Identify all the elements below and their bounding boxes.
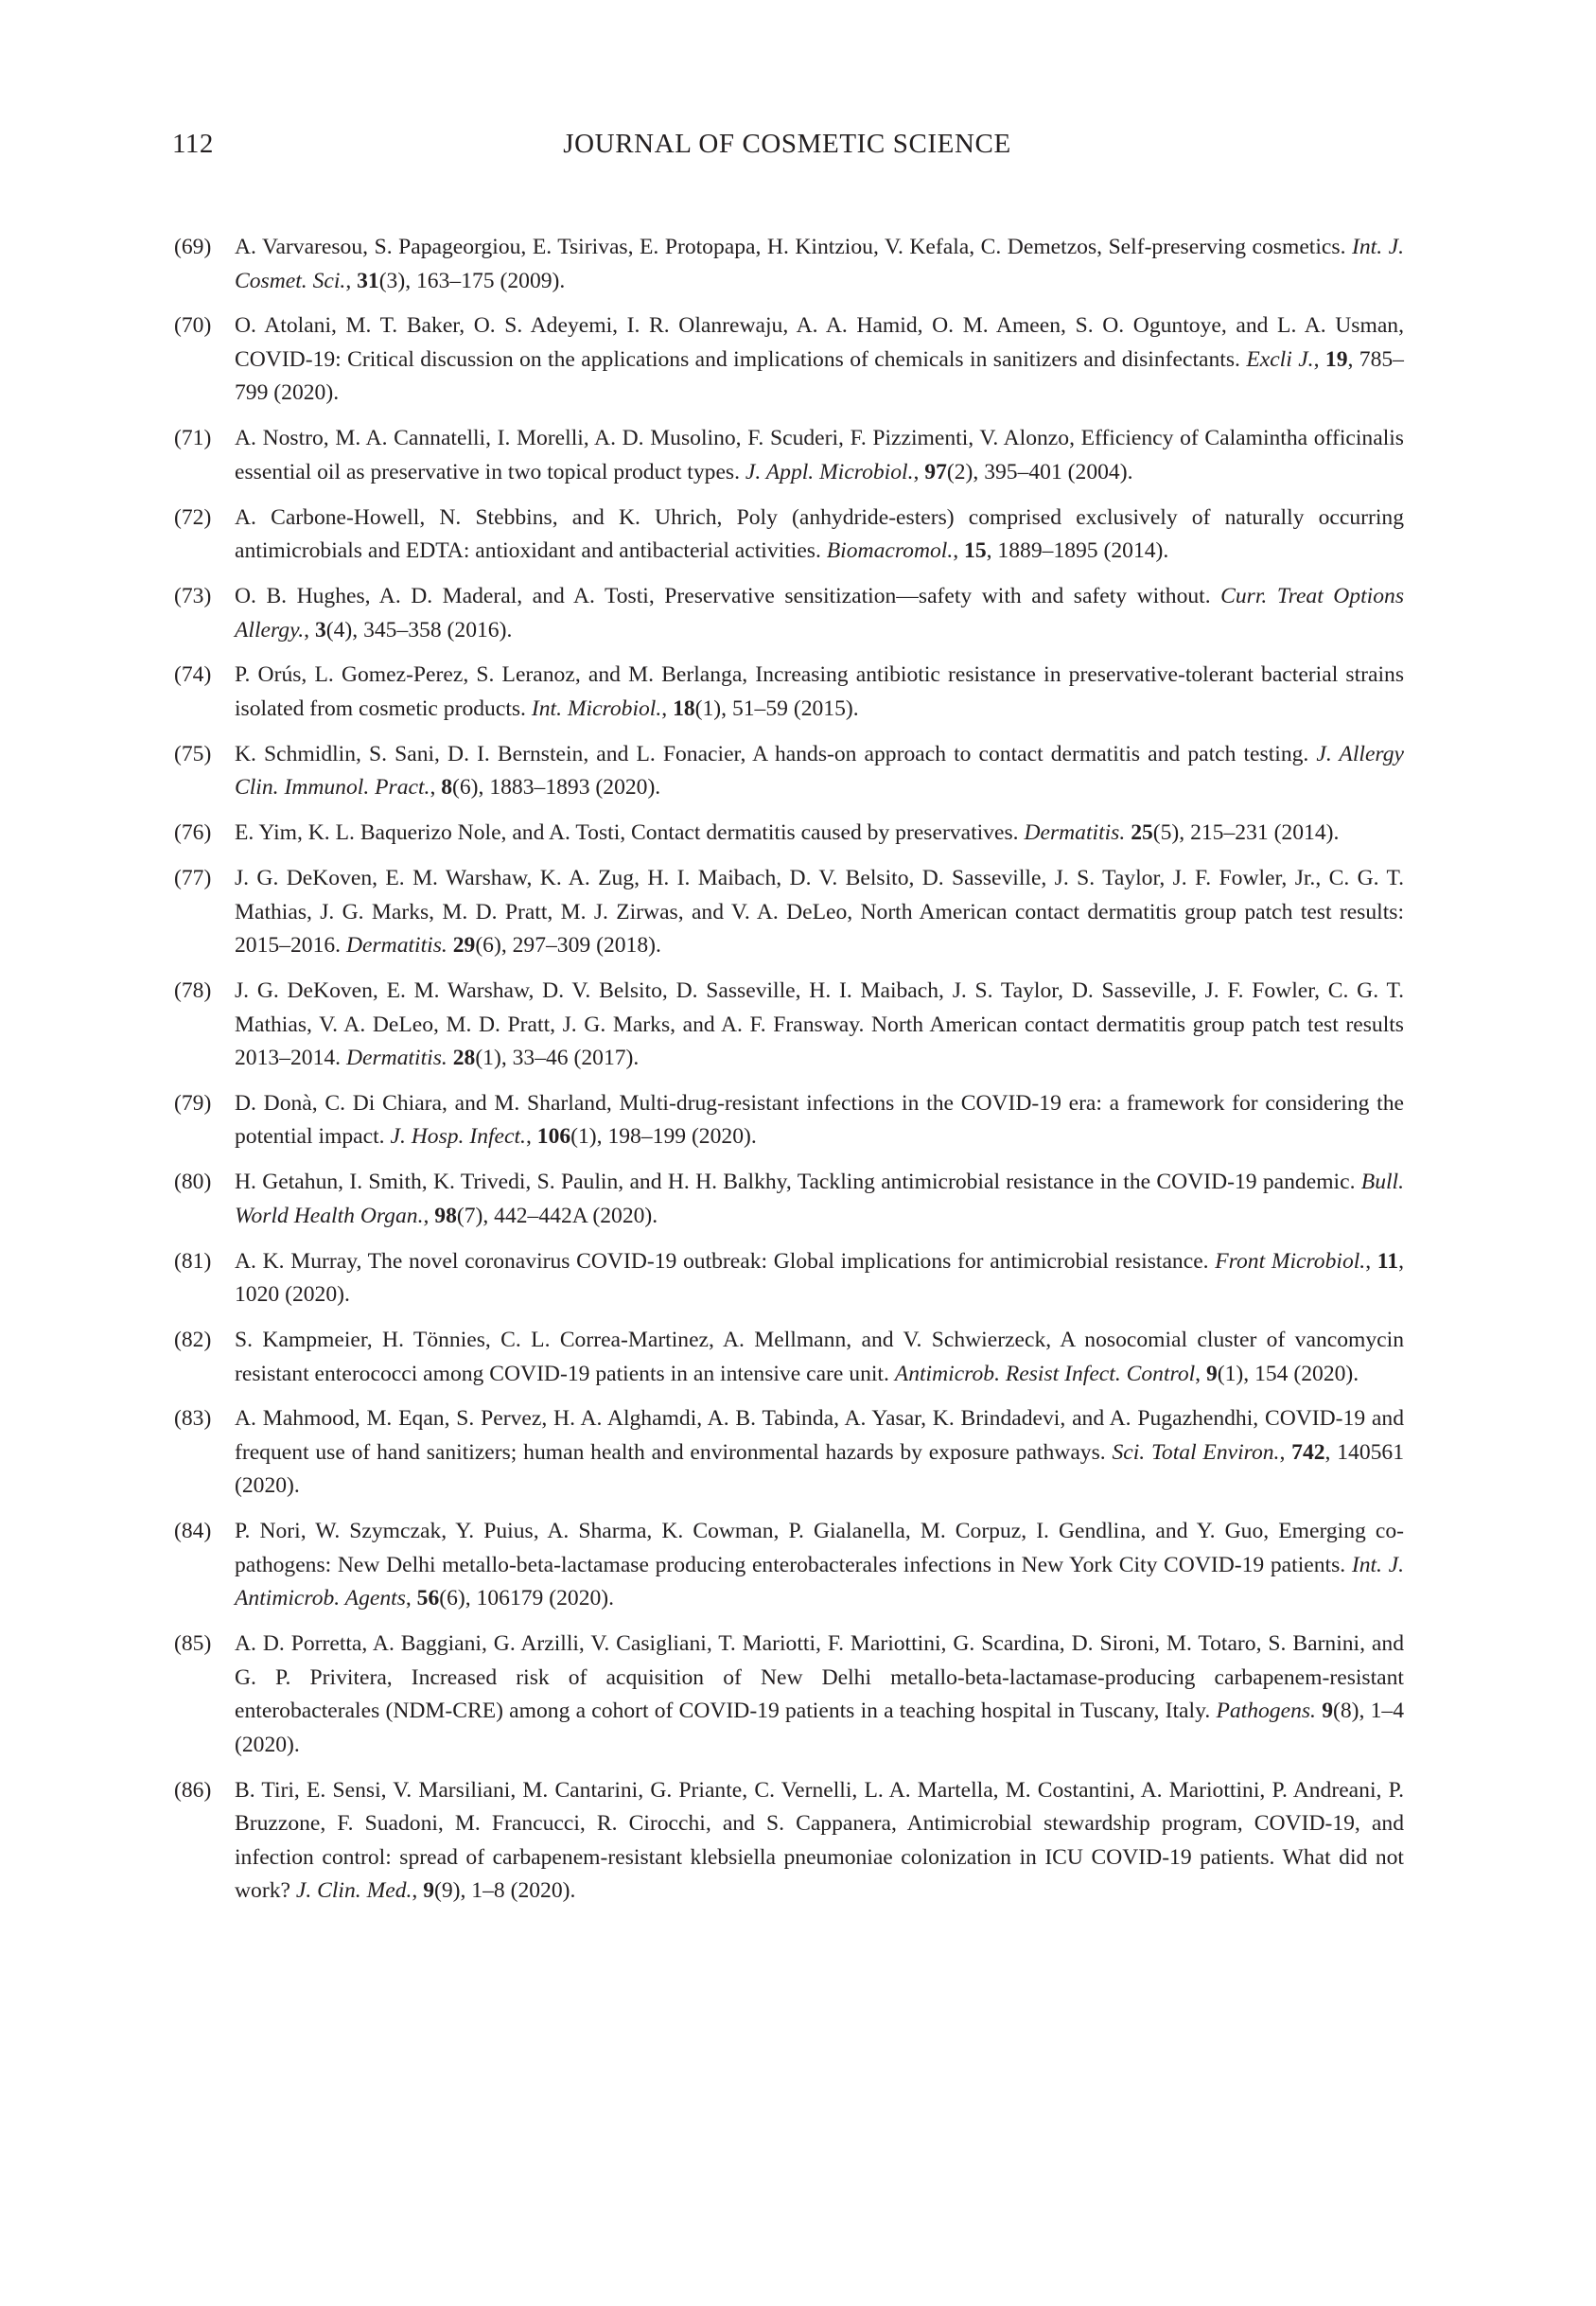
reference-number: (77): [174, 866, 212, 891]
reference-volume: 9: [423, 1878, 434, 1904]
reference-number: (82): [174, 1328, 212, 1353]
reference-text: J. G. DeKoven, E. M. Warshaw, K. A. Zug, H. I. Maibach, D. V. Belsito, D. Sasseville, J. S. Taylor, J. F. Fowler, Jr., C. G. T. Mathias, J. G. Marks, M. D. Pratt, M. J. Zirwas, and V. A. DeLeo, North American contact dermatitis group patch test results: 2015–2016.: [235, 866, 1404, 959]
reference-journal: Front Microbiol.: [1215, 1248, 1366, 1274]
reference-item: [174, 817, 1404, 851]
reference-volume: 28: [452, 1046, 476, 1071]
reference-journal: Dermatitis.: [1024, 820, 1126, 846]
reference-separator: ,: [405, 1586, 417, 1611]
reference-pages-year: (1), 154 (2020).: [1217, 1361, 1359, 1386]
reference-journal: Dermatitis.: [345, 933, 447, 959]
reference-journal: Biomacromol.: [826, 538, 954, 564]
reference-pages-year: (6), 106179 (2020).: [439, 1586, 615, 1611]
reference-pages-year: (9), 1–8 (2020).: [434, 1878, 576, 1904]
reference-item: [174, 1245, 1404, 1312]
reference-text: A. D. Porretta, A. Baggiani, G. Arzilli, V. Casigliani, T. Mariotti, F. Mariottini, G. Scardina, D. Sironi, M. Totaro, S. Barnini, and G. P. Privitera, Increased risk of acquisition of New Delhi metallo-beta-lactamase-producing carbapenem-resistant enterobacterales (NDM-CRE) among a cohort of COVID-19 patients in a teaching hospital in Tuscany, Italy.: [235, 1631, 1404, 1724]
reference-volume: 9: [1205, 1361, 1218, 1386]
reference-journal: J. Appl. Microbiol.: [745, 459, 914, 484]
reference-volume: 9: [1322, 1699, 1333, 1724]
reference-number: (76): [174, 820, 212, 846]
reference-text: A. Varvaresou, S. Papageorgiou, E. Tsirivas, E. Protopapa, H. Kintziou, V. Kefala, C. Demetzos, Self-preserving cosmetics.: [235, 235, 1352, 259]
reference-volume: 8: [441, 775, 453, 801]
reference-separator: ,: [412, 1878, 424, 1904]
reference-number: (73): [174, 584, 212, 609]
reference-separator: ,: [1365, 1248, 1377, 1274]
reference-item: [174, 1774, 1404, 1909]
reference-item: [174, 659, 1404, 726]
reference-journal: Excli J.: [1246, 346, 1314, 372]
reference-volume: 106: [536, 1124, 571, 1150]
reference-number: (84): [174, 1519, 212, 1544]
reference-journal: Dermatitis.: [345, 1046, 447, 1071]
reference-number: (78): [174, 978, 212, 1004]
reference-number: (85): [174, 1631, 212, 1657]
reference-separator: ,: [661, 695, 674, 721]
reference-pages-year: (1), 51–59 (2015).: [694, 695, 859, 721]
reference-separator: ,: [1313, 346, 1325, 372]
reference-number: (81): [174, 1248, 212, 1274]
reference-text: E. Yim, K. L. Baquerizo Nole, and A. Tosti, Contact dermatitis caused by preservatives.: [235, 820, 1025, 846]
reference-separator: ,: [1195, 1361, 1206, 1386]
reference-text: K. Schmidlin, S. Sani, D. I. Bernstein, and L. Fonacier, A hands-on approach to contact dermatitis and patch testing.: [235, 741, 1317, 766]
reference-separator: ,: [913, 459, 925, 484]
reference-pages-year: (7), 442–442A (2020).: [456, 1203, 658, 1228]
reference-item: [174, 738, 1404, 805]
reference-item: [174, 309, 1404, 411]
reference-item: [174, 422, 1404, 489]
reference-separator: ,: [525, 1124, 537, 1150]
reference-number: (75): [174, 741, 212, 766]
reference-text: A. Nostro, M. A. Cannatelli, I. Morelli, A. D. Musolino, F. Scuderi, F. Pizzimenti, V. Alonzo, Efficiency of Calamintha officinalis essential oil as preservative in two topical product types.: [235, 426, 1404, 484]
reference-text: P. Nori, W. Szymczak, Y. Puius, A. Sharma, K. Cowman, P. Gialanella, M. Corpuz, I. Gendlina, and Y. Guo, Emerging co-pathogens: New Delhi metallo-beta-lactamase producing enterobacterales infections in New York City COVID-19 patients.: [235, 1519, 1404, 1577]
reference-item: [174, 580, 1404, 647]
reference-pages-year: , 785–799 (2020).: [235, 346, 1404, 406]
reference-pages-year: , 1020 (2020).: [235, 1248, 1404, 1308]
reference-number: (72): [174, 504, 212, 530]
reference-volume: 742: [1291, 1439, 1325, 1465]
reference-text: A. Carbone-Howell, N. Stebbins, and K. Uhrich, Poly (anhydride-esters) comprised exclusively of naturally occurring antimicrobials and EDTA: antioxidant and antibacterial activities.: [235, 504, 1404, 564]
reference-volume: 3: [314, 617, 326, 643]
reference-text: A. K. Murray, The novel coronavirus COVID-19 outbreak: Global implications for antimicrobial resistance.: [235, 1248, 1216, 1274]
reference-volume: 56: [416, 1586, 440, 1611]
reference-number: (83): [174, 1406, 212, 1432]
reference-pages-year: (6), 1883–1893 (2020).: [452, 775, 661, 801]
reference-volume: 29: [452, 933, 476, 959]
reference-text: O. Atolani, M. T. Baker, O. S. Adeyemi, I. R. Olanrewaju, A. A. Hamid, O. M. Ameen, S. O. Oguntoye, and L. A. Usman, COVID-19: Critical discussion on the applications and implications of chemicals in sanitizers and disinfectants.: [235, 313, 1404, 372]
reference-number: (86): [174, 1777, 212, 1803]
reference-pages-year: (1), 33–46 (2017).: [475, 1046, 640, 1071]
reference-separator: ,: [345, 268, 358, 293]
reference-pages-year: (6), 297–309 (2018).: [475, 933, 661, 959]
reference-journal: Int. Microbiol.: [531, 695, 662, 721]
reference-item: [174, 1402, 1404, 1504]
reference-text: H. Getahun, I. Smith, K. Trivedi, S. Paulin, and H. H. Balkhy, Tackling antimicrobial resistance in the COVID-19 pandemic.: [235, 1170, 1361, 1195]
reference-volume: 98: [434, 1203, 457, 1228]
reference-text: O. B. Hughes, A. D. Maderal, and A. Tosti, Preservative sensitization—safety with and safety without.: [235, 584, 1221, 609]
reference-item: [174, 975, 1404, 1076]
reference-journal: Pathogens.: [1216, 1699, 1316, 1724]
reference-volume: 15: [964, 538, 987, 564]
reference-text: D. Donà, C. Di Chiara, and M. Sharland, Multi-drug-resistant infections in the COVID-19 era: a framework for considering the potential impact.: [235, 1090, 1404, 1150]
reference-pages-year: (1), 198–199 (2020).: [570, 1124, 757, 1150]
reference-item: [174, 502, 1404, 569]
reference-item: [174, 1628, 1404, 1762]
reference-separator: ,: [1279, 1439, 1292, 1465]
page-number: 112: [172, 129, 214, 159]
reference-journal: Curr. Treat Options Allergy.: [235, 584, 1404, 643]
reference-volume: 18: [673, 695, 695, 721]
reference-number: (74): [174, 662, 212, 688]
reference-journal: J. Clin. Med.: [295, 1878, 412, 1904]
reference-volume: 97: [924, 459, 947, 484]
reference-number: (80): [174, 1170, 212, 1195]
reference-separator: ,: [430, 775, 442, 801]
reference-pages-year: , 1889–1895 (2014).: [986, 538, 1169, 564]
reference-list: [174, 231, 1404, 1920]
reference-separator: ,: [953, 538, 965, 564]
reference-pages-year: (8), 1–4 (2020).: [235, 1699, 1404, 1757]
reference-journal: Int. J. Cosmet. Sci.: [235, 235, 1404, 293]
reference-pages-year: , 140561 (2020).: [235, 1439, 1405, 1499]
reference-journal: Sci. Total Environ.: [1112, 1439, 1280, 1465]
reference-pages-year: (3), 163–175 (2009).: [378, 268, 566, 293]
reference-item: [174, 231, 1404, 298]
reference-item: [174, 1087, 1404, 1154]
page-header: [172, 129, 1402, 167]
reference-item: [174, 1166, 1404, 1233]
reference-pages-year: (5), 215–231 (2014).: [1152, 820, 1340, 846]
reference-text: B. Tiri, E. Sensi, V. Marsiliani, M. Cantarini, G. Priante, C. Vernelli, L. A. Martella, M. Costantini, A. Mariottini, P. Andreani, P. Bruzzone, F. Suadoni, M. Francucci, R. Cirocchi, and S. Cappanera, Antimicrobial stewardship program, COVID-19, and infection control: spread of carbapenem-resistant klebsiella pneumoniae colonization in ICU COVID-19 patients. What did not work?: [235, 1777, 1404, 1904]
reference-number: (71): [174, 426, 212, 451]
reference-journal: J. Hosp. Infect.: [390, 1124, 526, 1150]
reference-volume: 25: [1131, 820, 1153, 846]
reference-journal: Int. J. Antimicrob. Agents: [235, 1552, 1404, 1611]
reference-pages-year: (4), 345–358 (2016).: [325, 617, 513, 643]
reference-number: (70): [174, 313, 212, 339]
reference-journal: J. Allergy Clin. Immunol. Pract.: [235, 741, 1405, 801]
reference-pages-year: (2), 395–401 (2004).: [946, 459, 1133, 484]
reference-volume: 31: [357, 268, 379, 293]
reference-volume: 19: [1324, 346, 1348, 372]
reference-separator: ,: [423, 1203, 435, 1228]
reference-item: [174, 1324, 1404, 1391]
running-title: JOURNAL OF COSMETIC SCIENCE: [563, 129, 1011, 159]
reference-separator: ,: [304, 617, 315, 643]
reference-journal: Antimicrob. Resist Infect. Control: [894, 1361, 1196, 1386]
reference-text: A. Mahmood, M. Eqan, S. Pervez, H. A. Alghamdi, A. B. Tabinda, A. Yasar, K. Brindadevi, and A. Pugazhendhi, COVID-19 and frequent use of hand sanitizers; human health and environmental hazards by exposure pathways.: [235, 1406, 1404, 1465]
reference-number: (69): [174, 235, 212, 259]
reference-text: J. G. DeKoven, E. M. Warshaw, D. V. Belsito, D. Sasseville, H. I. Maibach, J. S. Taylor, D. Sasseville, J. F. Fowler, C. G. T. Mathias, V. A. DeLeo, M. D. Pratt, J. G. Marks, and A. F. Fransway. North American contact dermatitis group patch test results 2013–2014.: [235, 978, 1404, 1071]
reference-volume: 11: [1377, 1248, 1399, 1274]
reference-text: S. Kampmeier, H. Tönnies, C. L. Correa-Martinez, A. Mellmann, and V. Schwierzeck, A nosocomial cluster of vancomycin resistant enterococci among COVID-19 patients in an intensive care unit.: [235, 1328, 1404, 1386]
reference-item: [174, 862, 1404, 963]
reference-text: P. Orús, L. Gomez-Perez, S. Leranoz, and M. Berlanga, Increasing antibiotic resistance in preservative-tolerant bacterial strains isolated from cosmetic products.: [235, 662, 1404, 721]
reference-journal: Bull. World Health Organ.: [235, 1170, 1404, 1228]
reference-number: (79): [174, 1090, 212, 1116]
reference-item: [174, 1515, 1404, 1616]
